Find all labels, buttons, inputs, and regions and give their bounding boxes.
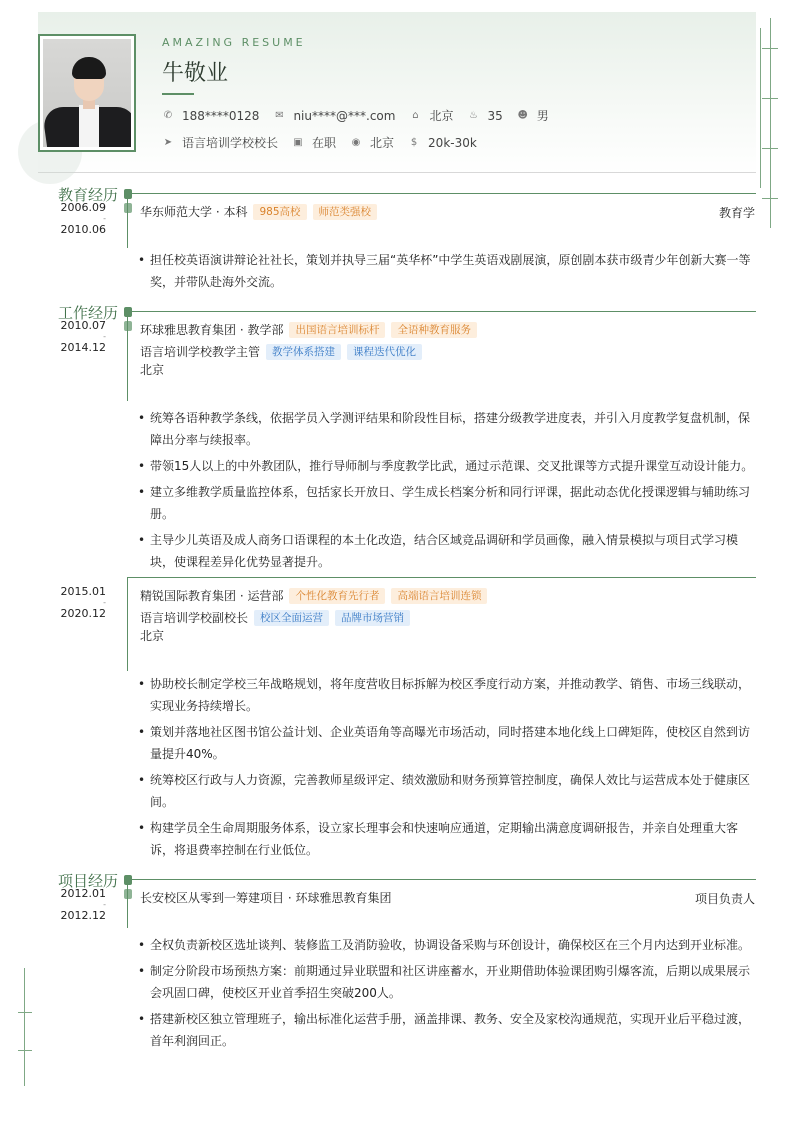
work-company-line-2 [140, 587, 487, 604]
list-item: • 制定分阶段市场预热方案：前期通过异业联盟和社区讲座蓄水，开业期借助体验课团购引爆客流，后期以成果展示会巩固口碑，使校区开业首季招生突破200人。 [138, 960, 754, 1004]
send-icon: ➤ [163, 137, 173, 148]
list-item: • 全权负责新校区选址谈判、装修监工及消防验收，协调设备采购与环创设计，确保校区在三个月内达到开业标准。 [138, 934, 754, 956]
entry-marker [124, 889, 132, 899]
list-item: • 建立多维教学质量监控体系，包括家长开放日、学生成长档案分析和同行评课，据此动态优化授课逻辑与辅助练习册。 [138, 481, 754, 525]
status-info: ▣ 在职 [293, 136, 337, 150]
section-marker [124, 189, 132, 199]
home-icon: ⌂ [412, 110, 419, 121]
contact-info-row [162, 107, 563, 124]
tag: 课程迭代优化 [347, 344, 422, 360]
education-date: 2006.09 - 2010.06 [60, 201, 106, 236]
decorative-tick [18, 1050, 32, 1051]
project-role: 项目负责人 [694, 892, 755, 906]
education-bullets [138, 249, 754, 297]
work-company-line-1 [140, 321, 477, 338]
section-marker [124, 307, 132, 317]
section-title-work: 工作经历 [58, 304, 119, 322]
company-name: 环球雅思教育集团 · 教学部 [140, 323, 284, 337]
decorative-tick [762, 98, 778, 99]
entry-marker [124, 321, 132, 331]
decorative-tick [762, 48, 778, 49]
list-item: • 策划并落地社区图书馆公益计划、企业英语角等高曝光市场活动，同时搭建本地化线上口碑矩阵，使校区自然到访量提升40%。 [138, 721, 754, 765]
list-item: • 统筹各语种教学条线，依据学员入学测评结果和阶段性目标，搭建分级教学进度表，并引入月度教学复盘机制，保障出分率与续报率。 [138, 407, 754, 451]
education-school-line [140, 203, 377, 220]
section-title-projects: 项目经历 [58, 872, 119, 890]
name-underline [162, 93, 194, 95]
tag: 高端语言培训连锁 [391, 588, 487, 604]
work-location-1: 北京 [140, 363, 165, 377]
work-position-line-1 [140, 343, 422, 360]
gender-icon: ☻ [517, 110, 528, 121]
section-marker [124, 875, 132, 885]
age-info: ♨ 35 [468, 108, 503, 123]
resume-subtitle: AMAZING RESUME [162, 36, 306, 49]
entry-marker [124, 203, 132, 213]
section-line [128, 193, 756, 194]
briefcase-icon: ▣ [293, 137, 303, 148]
section-line [128, 311, 756, 312]
education-major: 教育学 [718, 206, 755, 220]
position-name: 语言培训学校教学主管 [140, 345, 261, 359]
tag: 师范类强校 [313, 204, 378, 220]
hometown-info: ⌂ 北京 [409, 107, 453, 124]
target-position-info: ➤ 语言培训学校校长 [163, 136, 279, 150]
tag: 全语种教育服务 [391, 322, 477, 338]
phone-icon: ✆ [163, 110, 173, 121]
project-name: 长安校区从零到一筹建项目 · 环球雅思教育集团 [140, 891, 392, 905]
tag: 教学体系搭建 [266, 344, 341, 360]
tag: 品牌市场营销 [335, 610, 410, 626]
cake-icon: ♨ [468, 110, 478, 121]
work-location-2: 北京 [140, 629, 165, 643]
work-bullets-2 [138, 673, 754, 865]
project-bullets [138, 934, 754, 1056]
location-icon: ◉ [351, 137, 361, 148]
work-date-2: 2015.01 - 2020.12 [60, 585, 106, 620]
section-title-education: 教育经历 [58, 186, 119, 204]
decorative-tick [762, 148, 778, 149]
gender-info: ☻ 男 [517, 109, 549, 123]
work-date-1: 2010.07 - 2014.12 [60, 319, 106, 354]
candidate-name: 牛敬业 [162, 61, 229, 86]
list-item: • 带领15人以上的中外教团队，推行导师制与季度教学比武，通过示范课、交叉批课等方式提升课堂互动设计能力。 [138, 455, 754, 477]
avatar [43, 39, 131, 147]
phone-info: ✆ 188****0128 [163, 108, 260, 123]
list-item: • 协助校长制定学校三年战略规划，将年度营收目标拆解为校区季度行动方案，并推动教学、销售、市场三线联动，实现业务持续增长。 [138, 673, 754, 717]
school-name: 华东师范大学 · 本科 [140, 205, 248, 219]
work-position-line-2 [140, 609, 410, 626]
entry-divider [128, 577, 756, 578]
list-item: • 搭建新校区独立管理班子，输出标准化运营手册，涵盖排课、教务、安全及家校沟通规范，实现开业后平稳过渡，首年利润回正。 [138, 1008, 754, 1052]
timeline-line [127, 197, 128, 248]
decorative-tick [18, 1012, 32, 1013]
timeline-line [127, 577, 128, 671]
decorative-line [770, 18, 771, 228]
position-name: 语言培训学校副校长 [140, 611, 249, 625]
tag: 出国语言培训标杆 [289, 322, 385, 338]
company-name: 精锐国际教育集团 · 运营部 [140, 589, 284, 603]
mail-icon: ✉ [275, 110, 284, 121]
section-line [128, 879, 756, 880]
header-divider [38, 172, 756, 173]
tag: 个性化教育先行者 [289, 588, 385, 604]
decorative-tick [762, 198, 778, 199]
project-date: 2012.01 - 2012.12 [60, 887, 106, 922]
list-item: • 统筹校区行政与人力资源，完善教师星级评定、绩效激励和财务预算管控制度，确保人效比与运营成本处于健康区间。 [138, 769, 754, 813]
email-info: ✉ niu****@***.com [275, 108, 396, 123]
list-item: • 构建学员全生命周期服务体系，设立家长理事会和快速响应通道，定期输出满意度调研报告，并亲自处理重大客诉，将退费率控制在行业低位。 [138, 817, 754, 861]
decorative-line [760, 28, 761, 188]
tag: 985高校 [253, 204, 306, 220]
job-intent-row [162, 134, 491, 151]
salary-info: $ 20k-30k [408, 136, 477, 150]
tag: 校区全面运营 [254, 610, 329, 626]
timeline-line [127, 883, 128, 928]
list-item: • 担任校英语演讲辩论社社长，策划并执导三届“英华杯”中学生英语戏剧展演，原创剧本获市级青少年创新大赛一等奖，并带队赴海外交流。 [138, 249, 754, 293]
list-item: • 主导少儿英语及成人商务口语课程的本土化改造，结合区域竞品调研和学员画像，融入情景模拟与项目式学习模块，使课程差异化优势显著提升。 [138, 529, 754, 573]
target-city-info: ◉ 北京 [351, 136, 395, 150]
decorative-line [24, 968, 25, 1086]
work-bullets-1 [138, 407, 754, 577]
salary-icon: $ [410, 137, 418, 148]
profile-photo-frame [38, 34, 136, 152]
timeline-line [127, 315, 128, 401]
